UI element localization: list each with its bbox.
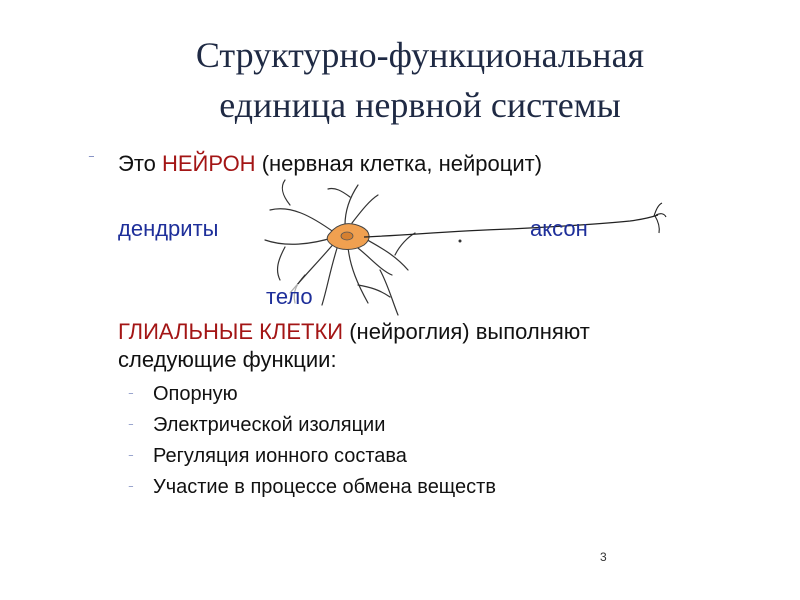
bullet-neuron-rest: (нервная клетка, нейроцит)	[255, 151, 543, 176]
slide-title	[80, 30, 760, 130]
title-line-2: единица нервной системы	[219, 85, 621, 125]
axon-line	[364, 215, 658, 237]
bullet-glia	[118, 318, 590, 346]
axon-dot	[459, 240, 462, 243]
glia-term: ГЛИАЛЬНЫЕ КЛЕТКИ	[118, 319, 344, 344]
axon-terminals	[654, 203, 666, 233]
bullet-neuron-prefix: Это	[118, 151, 162, 176]
bullet-glia-line2: следующие функции:	[118, 347, 337, 372]
list-item	[128, 411, 496, 442]
sub-bullet-marker: ⁻	[128, 421, 134, 433]
neuron-term: НЕЙРОН	[162, 151, 256, 176]
neuron-illustration	[250, 175, 670, 325]
sub-bullet-marker: ⁻	[128, 452, 134, 464]
function-label: Электрической изоляции	[153, 414, 386, 436]
function-label: Регуляция ионного состава	[153, 445, 407, 467]
bullet-neuron	[118, 150, 542, 178]
page-number: 3	[600, 550, 607, 564]
cell-body-label: тело	[266, 284, 313, 309]
list-item	[128, 473, 496, 504]
list-item	[128, 380, 496, 411]
functions-list	[128, 380, 496, 504]
glia-rest: (нейроглия) выполняют	[343, 319, 590, 344]
axon-label: аксон	[530, 216, 588, 241]
function-label: Участие в процессе обмена веществ	[153, 476, 496, 498]
sub-bullet-marker: ⁻	[128, 390, 134, 402]
bullet-marker: ⁻	[88, 151, 95, 166]
cell-nucleus	[341, 232, 353, 240]
title-line-1: Структурно-функциональная	[195, 35, 645, 75]
list-item	[128, 442, 496, 473]
function-label: Опорную	[153, 383, 238, 405]
dendrites-label: дендриты	[118, 216, 219, 241]
sub-bullet-marker: ⁻	[128, 483, 134, 495]
